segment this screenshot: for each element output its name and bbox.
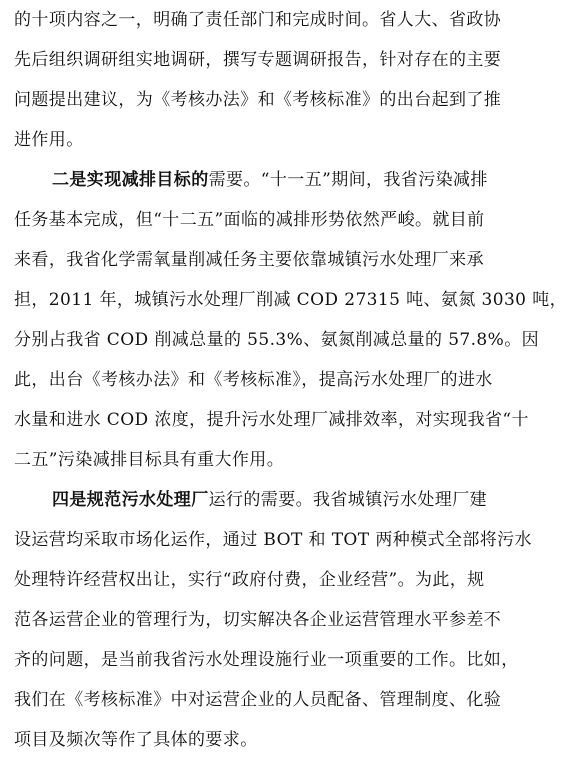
body-line: 我们在《考核标准》中对运营企业的人员配备、管理制度、化验 bbox=[14, 690, 502, 710]
body-line: 此，出台《考核办法》和《考核标准》，提高污水处理厂的进水 bbox=[14, 370, 493, 390]
section-heading-4: 四是规范污水处理厂 bbox=[52, 490, 209, 510]
body-line: 先后组织调研组实地调研，撰写专题调研报告，针对存在的主要 bbox=[14, 50, 502, 70]
body-line: 任务基本完成，但“十二五”面临的减排形势依然严峻。就目前 bbox=[14, 210, 485, 230]
body-line: 处理特许经营权出让，实行“政府付费，企业经营”。为此，规 bbox=[14, 570, 485, 590]
body-line: 来看，我省化学需氧量削减任务主要依靠城镇污水处理厂来承 bbox=[14, 250, 484, 270]
paragraph-heading-line bbox=[52, 164, 488, 196]
body-line: 担，2011 年，城镇污水处理厂削减 COD 27315 吨、氨氮 3030 吨， bbox=[14, 290, 567, 310]
body-line: 问题提出建议，为《考核办法》和《考核标准》的出台起到了推 bbox=[14, 90, 502, 110]
body-line: 的十项内容之一，明确了责任部门和完成时间。省人大、省政协 bbox=[14, 10, 502, 30]
body-line: 分别占我省 COD 削减总量的 55.3%、氨氮削减总量的 57.8%。因 bbox=[14, 330, 539, 350]
paragraph-heading-line bbox=[52, 484, 488, 516]
body-line: 范各运营企业的管理行为，切实解决各企业运营管理水平参差不 bbox=[14, 610, 502, 630]
body-line: 齐的问题，是当前我省污水处理设施行业一项重要的工作。比如， bbox=[14, 650, 519, 670]
body-line: 水量和进水 COD 浓度，提升污水处理厂减排效率，对实现我省“十 bbox=[14, 410, 529, 430]
body-text: 需要。“十一五”期间，我省污染减排 bbox=[208, 170, 488, 190]
body-line: 二五”污染减排目标具有重大作用。 bbox=[14, 450, 285, 470]
body-line: 进作用。 bbox=[14, 130, 84, 150]
body-line: 设运营均采取市场化运作，通过 BOT 和 TOT 两种模式全部将污水 bbox=[14, 530, 532, 550]
section-heading-2: 二是实现减排目标的 bbox=[52, 170, 209, 190]
body-line: 项目及频次等作了具体的要求。 bbox=[14, 730, 258, 750]
body-text: 运行的需要。我省城镇污水处理厂建 bbox=[208, 490, 488, 510]
